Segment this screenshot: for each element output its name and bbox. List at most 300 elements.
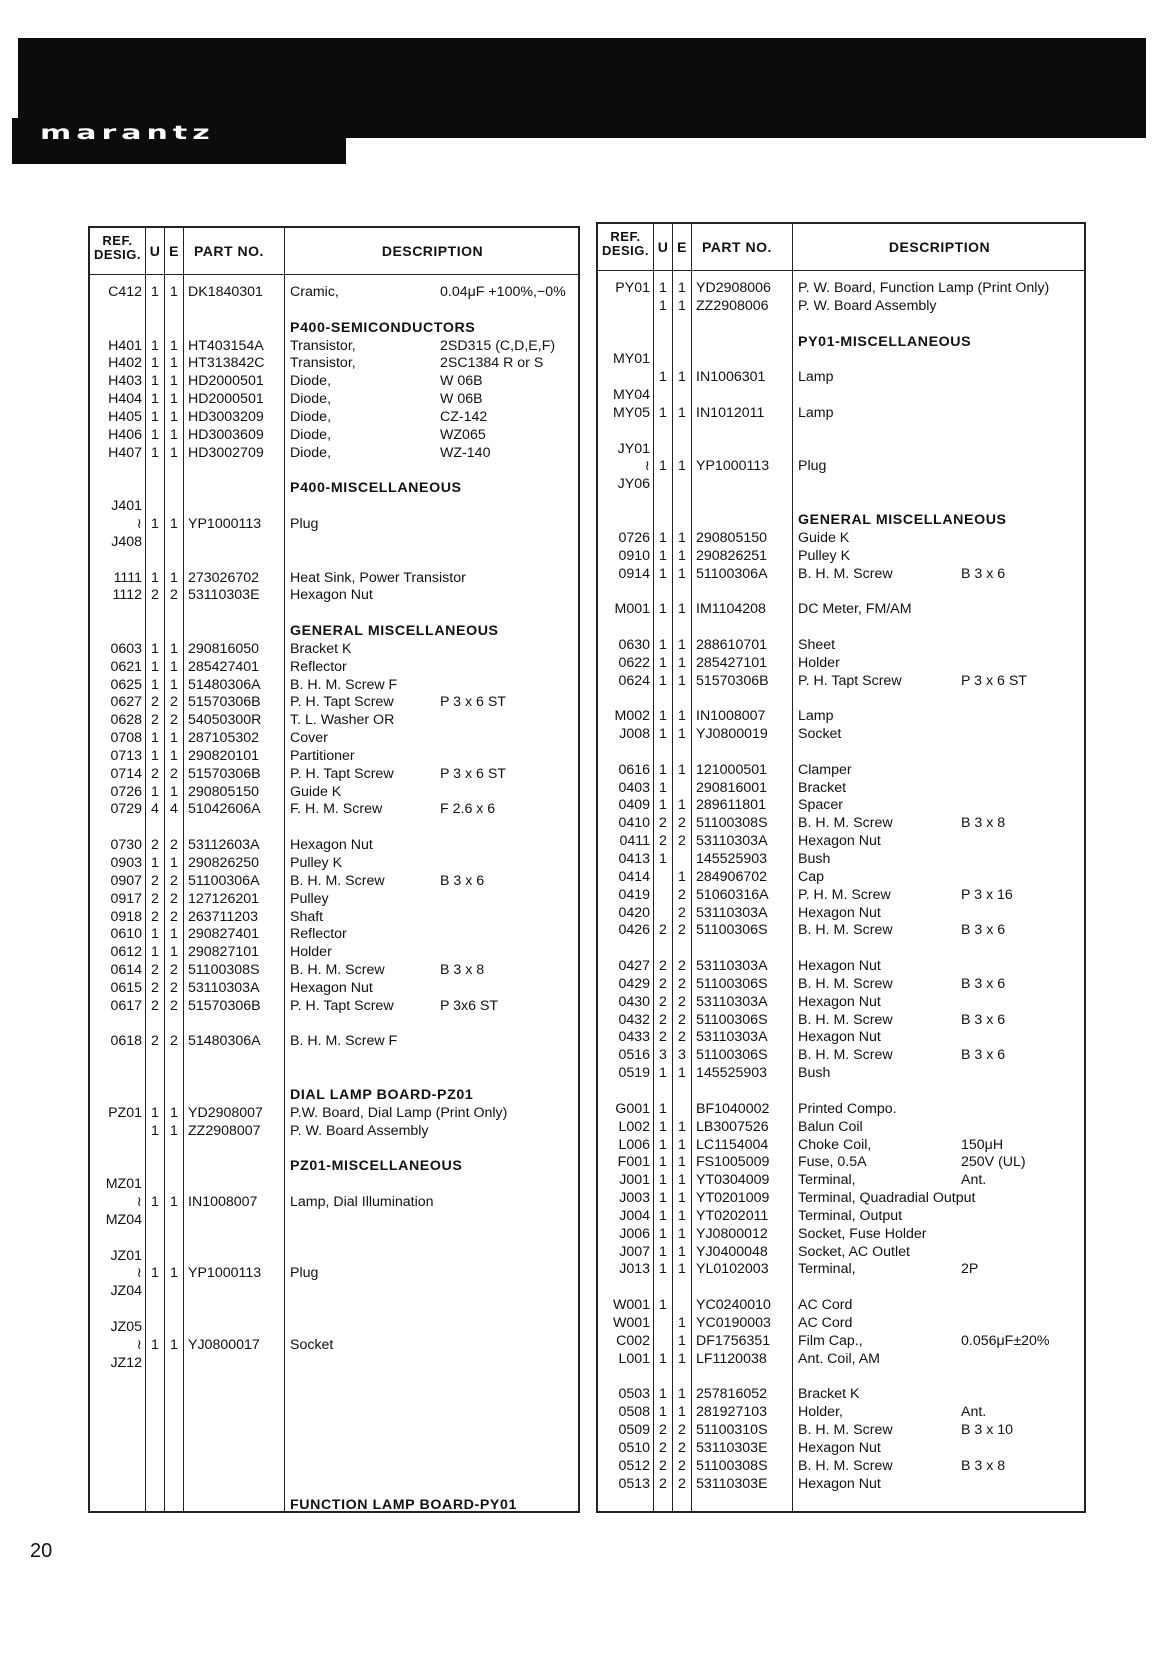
qty-e: 1 (678, 797, 686, 814)
table-row (90, 1105, 578, 1123)
part-no: IN1012011 (696, 404, 765, 421)
spec: B 3 x 6 (961, 975, 1006, 992)
qty-e: 1 (678, 1065, 686, 1082)
description: Hexagon Nut (290, 587, 373, 604)
spec: 2SC1384 R or S (440, 355, 544, 372)
part-no: 53110303A (188, 979, 260, 996)
ref-desig: 0622 (618, 654, 650, 671)
description: Guide K (798, 529, 850, 546)
description: DC Meter, FM/AM (798, 601, 912, 618)
spec: B 3 x 6 (961, 1047, 1006, 1064)
qty-e: 2 (170, 837, 178, 854)
part-no: 53110303A (696, 958, 768, 975)
qty-e: 1 (678, 1386, 686, 1403)
ref-desig: 0628 (110, 712, 142, 729)
part-no: IN1008007 (188, 1194, 258, 1211)
description: Holder, (798, 1404, 843, 1421)
qty-e: 1 (170, 944, 178, 961)
table-row (90, 1444, 578, 1462)
table-row (90, 1123, 578, 1141)
ref-desig: 0508 (618, 1404, 650, 1421)
ref-desig: 0519 (618, 1065, 650, 1082)
ref-desig: 0509 (618, 1422, 650, 1438)
part-no: 51100308S (696, 815, 768, 832)
part-no: 51480306A (188, 676, 261, 693)
qty-e: 1 (170, 1265, 178, 1282)
qty-e: 2 (170, 962, 178, 979)
qty-u: 2 (151, 979, 159, 996)
table-row (90, 587, 578, 605)
ref-desig: C002 (616, 1332, 650, 1349)
description: Cover (290, 730, 328, 747)
table-row (598, 1351, 1084, 1369)
qty-e: 1 (678, 636, 686, 653)
spec: Ant. (961, 1172, 987, 1189)
qty-e: 1 (170, 391, 178, 408)
part-no: LB3007526 (696, 1118, 769, 1135)
qty-u: 1 (659, 851, 667, 867)
table-row (598, 566, 1084, 584)
ref-desig: 0603 (110, 640, 142, 657)
table-row (90, 855, 578, 873)
description: Bush (798, 1065, 831, 1082)
table-row (90, 1390, 578, 1408)
ref-desig: 0420 (618, 904, 650, 921)
ref-desig: H402 (108, 355, 142, 372)
ref-desig: 0616 (618, 761, 650, 778)
header-part-no: PART NO. (194, 243, 264, 259)
table-row (598, 1083, 1084, 1101)
ref-desig: H406 (108, 426, 142, 443)
table-row (90, 926, 578, 944)
qty-u: 1 (151, 426, 159, 443)
ref-desig: J006 (619, 1225, 650, 1242)
qty-u: 2 (659, 1422, 667, 1438)
ref-desig: 0918 (110, 908, 142, 925)
header-ref-desig: REF. DESIG. (93, 233, 142, 262)
table-row (90, 641, 578, 659)
description: Lamp, Dial Illumination (290, 1194, 434, 1211)
part-no: HD2000501 (188, 391, 264, 408)
qty-e: 1 (170, 408, 178, 425)
table-row (598, 619, 1084, 637)
part-no: 53112603A (188, 837, 260, 854)
table-row (90, 1426, 578, 1444)
part-no: YC0240010 (696, 1297, 771, 1314)
qty-e: 2 (678, 886, 686, 903)
description: B. H. M. Screw (290, 962, 385, 979)
header-e: E (169, 243, 179, 259)
table-row (598, 351, 1084, 369)
section-heading (90, 480, 578, 498)
qty-u: 1 (659, 404, 667, 421)
qty-u: 2 (659, 993, 667, 1010)
qty-u: 2 (659, 922, 667, 939)
qty-e: 1 (170, 373, 178, 390)
table-row (90, 552, 578, 570)
table-row (90, 516, 578, 534)
qty-u: 2 (151, 712, 159, 729)
description: Hexagon Nut (798, 1439, 881, 1456)
part-no: ZZ2908007 (188, 1122, 261, 1139)
description: B. H. M. Screw (798, 922, 893, 939)
qty-u: 1 (659, 1297, 667, 1314)
table-row (598, 1012, 1084, 1030)
qty-e: 1 (678, 529, 686, 546)
qty-u: 1 (659, 779, 667, 796)
ref-desig: 0630 (618, 636, 650, 653)
table-row (598, 405, 1084, 423)
table-row (90, 462, 578, 480)
spec: P 3 x 6 ST (440, 765, 506, 782)
description: Socket, Fuse Holder (798, 1225, 927, 1242)
qty-u: 1 (659, 1243, 667, 1260)
qty-u: 2 (151, 837, 159, 854)
ref-desig: H403 (108, 373, 142, 390)
header-description: DESCRIPTION (381, 243, 484, 259)
table-row (598, 1154, 1084, 1172)
spec: P 3 x 16 (961, 886, 1013, 903)
description: Cramic, (290, 284, 339, 300)
ref-desig: JZ04 (110, 1283, 142, 1300)
qty-u: 1 (659, 1207, 667, 1224)
part-no: YP1000113 (188, 515, 262, 532)
ref-desig: ≀ (136, 1336, 142, 1353)
spec: P 3 x 6 ST (961, 672, 1027, 689)
spec: 150μH (961, 1136, 1004, 1153)
part-no: YT0304009 (696, 1172, 770, 1189)
table-row (90, 801, 578, 819)
part-no: FS1005009 (696, 1154, 770, 1171)
ref-desig: MY05 (612, 404, 650, 421)
header-e: E (677, 239, 687, 255)
ref-desig: M002 (614, 708, 650, 725)
description: Choke Coil, (798, 1136, 872, 1153)
qty-u: 1 (659, 369, 667, 386)
part-no: 285427101 (696, 654, 768, 671)
part-no: 257816052 (696, 1386, 768, 1403)
table-row (598, 726, 1084, 744)
part-no: 290826251 (696, 547, 768, 564)
part-no: 51060316A (696, 886, 769, 903)
ref-desig: 0914 (618, 565, 650, 582)
ref-desig: ≀ (136, 515, 142, 532)
table-row (90, 338, 578, 356)
table-row (598, 869, 1084, 887)
table-row (90, 694, 578, 712)
qty-e: 1 (678, 1332, 686, 1349)
table-row (90, 748, 578, 766)
qty-u: 1 (659, 280, 667, 296)
description: B. H. M. Screw (798, 1011, 893, 1028)
qty-e: 1 (678, 601, 686, 618)
ref-desig: J004 (619, 1207, 650, 1224)
spec: B 3 x 10 (961, 1422, 1014, 1438)
table-row (90, 1230, 578, 1248)
table-row (90, 891, 578, 909)
part-no: 121000501 (696, 761, 768, 778)
qty-u: 2 (659, 1011, 667, 1028)
qty-u: 2 (659, 1439, 667, 1456)
description: Lamp (798, 708, 834, 725)
table-row (90, 712, 578, 730)
qty-u: 1 (151, 783, 159, 800)
table-row (90, 1462, 578, 1480)
description: Reflector (290, 926, 347, 943)
description: Socket (798, 726, 842, 743)
section-title: PZ01-MISCELLANEOUS (290, 1158, 463, 1175)
ref-desig: G001 (615, 1100, 650, 1117)
qty-e: 1 (678, 1154, 686, 1171)
part-no: 51100306S (696, 1047, 768, 1064)
description: B. H. M. Screw F (290, 676, 398, 693)
description: P.W. Board, Dial Lamp (Print Only) (290, 1104, 508, 1121)
ref-desig: PZ01 (108, 1104, 142, 1121)
qty-e: 1 (170, 658, 178, 675)
part-no: 51570306B (188, 997, 261, 1014)
qty-u: 2 (659, 1029, 667, 1046)
ref-desig: 0409 (618, 797, 650, 814)
qty-u: 1 (659, 565, 667, 582)
part-no: 145525903 (696, 851, 768, 867)
ref-desig: 0414 (618, 868, 650, 885)
ref-desig: 1112 (112, 587, 142, 604)
ref-desig: J401 (111, 498, 142, 515)
ref-desig: MY04 (612, 387, 650, 404)
qty-u: 2 (151, 694, 159, 711)
ref-desig: 0432 (618, 1011, 650, 1028)
ref-desig: MZ01 (105, 1176, 142, 1193)
part-no: 281927103 (696, 1404, 768, 1421)
part-no: 51100306S (696, 1011, 768, 1028)
qty-e: 1 (170, 640, 178, 657)
table-row (598, 1029, 1084, 1047)
part-no: YJ0800019 (696, 726, 768, 743)
qty-e: 1 (678, 1404, 686, 1421)
ref-desig: 0610 (110, 926, 142, 943)
ref-desig: 0917 (110, 890, 142, 907)
ref-desig: 0512 (618, 1457, 650, 1474)
table-row (90, 1301, 578, 1319)
qty-e: 1 (678, 404, 686, 421)
table-row (598, 708, 1084, 726)
description: Reflector (290, 658, 347, 675)
qty-e: 2 (170, 997, 178, 1014)
qty-u: 2 (659, 833, 667, 850)
spec: 250V (UL) (961, 1154, 1026, 1171)
table-row (90, 962, 578, 980)
part-no: 53110303E (696, 1439, 768, 1456)
description: Bracket K (290, 640, 352, 657)
spec: W 06B (440, 373, 483, 390)
spec: B 3 x 8 (440, 962, 485, 979)
qty-e: 1 (678, 1314, 686, 1331)
ref-desig: W001 (612, 1297, 650, 1314)
part-no: YJ0800012 (696, 1225, 768, 1242)
table-row (90, 766, 578, 784)
qty-e: 2 (170, 979, 178, 996)
ref-desig: J008 (619, 726, 650, 743)
qty-u: 1 (659, 1386, 667, 1403)
table-row (90, 677, 578, 695)
qty-u: 1 (151, 515, 159, 532)
table-row (598, 387, 1084, 405)
part-no: 290827401 (188, 926, 260, 943)
qty-e: 4 (170, 801, 178, 818)
description: P. H. Tapt Screw (290, 765, 394, 782)
qty-e: 2 (170, 765, 178, 782)
table-row (598, 583, 1084, 601)
qty-e: 1 (678, 547, 686, 564)
table-row (90, 1319, 578, 1337)
description: Pulley (290, 890, 329, 907)
ref-desig: 0726 (618, 529, 650, 546)
qty-e: 1 (678, 761, 686, 778)
table-row (90, 873, 578, 891)
ref-desig: 0403 (618, 779, 650, 796)
table-row (90, 570, 578, 588)
part-no: 51100306S (696, 975, 768, 992)
description: Transistor, (290, 337, 356, 354)
table-row (598, 1297, 1084, 1315)
table-row (90, 373, 578, 391)
part-no: 51100306S (696, 922, 768, 939)
description: B. H. M. Screw F (290, 1033, 398, 1050)
table-row (598, 369, 1084, 387)
qty-u: 1 (659, 601, 667, 618)
qty-u: 1 (659, 458, 667, 475)
part-no: 145525903 (696, 1065, 768, 1082)
table-row (598, 316, 1084, 334)
ref-desig: H404 (108, 391, 142, 408)
qty-e: 1 (678, 1225, 686, 1242)
qty-e: 1 (678, 654, 686, 671)
qty-e: 2 (170, 908, 178, 925)
qty-u: 2 (151, 997, 159, 1014)
table-row (90, 498, 578, 516)
header-u: U (149, 243, 161, 259)
qty-e: 1 (678, 1207, 686, 1224)
ref-desig: 0615 (110, 979, 142, 996)
description: Bracket (798, 779, 847, 796)
ref-desig: J007 (619, 1243, 650, 1260)
qty-e: 1 (678, 458, 686, 475)
table-row (90, 819, 578, 837)
part-no: 290816001 (696, 779, 768, 796)
ref-desig: JZ12 (110, 1354, 142, 1371)
part-no: YD2908007 (188, 1104, 263, 1121)
ref-desig: 0713 (110, 747, 142, 764)
qty-u: 1 (659, 1350, 667, 1367)
part-no: 51480306A (188, 1033, 261, 1050)
spec: B 3 x 6 (440, 872, 485, 889)
qty-e: 3 (678, 1047, 686, 1064)
qty-u: 1 (659, 529, 667, 546)
qty-u: 1 (151, 730, 159, 747)
table-row (90, 409, 578, 427)
ref-desig: 0714 (110, 765, 142, 782)
qty-e: 1 (678, 1243, 686, 1260)
description: B. H. M. Screw (798, 1047, 893, 1064)
ref-desig: 0726 (110, 783, 142, 800)
qty-u: 1 (151, 373, 159, 390)
part-no: 273026702 (188, 569, 260, 586)
table-row (598, 905, 1084, 923)
ref-desig: J001 (619, 1172, 650, 1189)
part-no: 53110303A (696, 993, 768, 1010)
part-no: 51570306B (696, 672, 769, 689)
part-no: 51100306A (696, 565, 768, 582)
table-row (598, 655, 1084, 673)
ref-desig: PY01 (615, 280, 650, 296)
qty-e: 1 (170, 676, 178, 693)
part-no: 285427401 (188, 658, 260, 675)
qty-e: 2 (678, 993, 686, 1010)
ref-desig: 0513 (618, 1475, 650, 1492)
description: Sheet (798, 636, 836, 653)
description: T. L. Washer OR (290, 712, 395, 729)
ref-desig: J003 (619, 1190, 650, 1207)
qty-u: 1 (659, 1172, 667, 1189)
part-no: HD3003209 (188, 408, 264, 425)
ref-desig: 0903 (110, 855, 142, 871)
part-no: YT0202011 (696, 1207, 769, 1224)
header-description: DESCRIPTION (888, 239, 991, 255)
ref-desig: ≀ (136, 1265, 142, 1282)
qty-e: 1 (170, 783, 178, 800)
description: Hexagon Nut (798, 904, 881, 921)
qty-e: 1 (170, 426, 178, 443)
description: Pulley K (798, 547, 851, 564)
description: Fuse, 0.5A (798, 1154, 867, 1171)
description: Terminal, (798, 1261, 856, 1278)
spec: B 3 x 6 (961, 1011, 1006, 1028)
qty-e: 1 (678, 369, 686, 386)
part-no: 290816050 (188, 640, 260, 657)
ref-desig: C412 (108, 284, 142, 300)
description: Diode, (290, 391, 332, 408)
part-no: HT403154A (188, 337, 264, 354)
qty-e: 2 (678, 1029, 686, 1046)
qty-e: 2 (678, 1011, 686, 1028)
table-row (598, 922, 1084, 940)
qty-e: 1 (170, 355, 178, 372)
qty-u: 1 (151, 658, 159, 675)
section-title: FUNCTION LAMP BOARD-PY01 (290, 1497, 517, 1514)
table-row (598, 1315, 1084, 1333)
qty-u: 1 (659, 654, 667, 671)
qty-e: 2 (678, 815, 686, 832)
part-no: 51100310S (696, 1422, 768, 1438)
ref-desig: 0618 (110, 1033, 142, 1050)
description: B. H. M. Screw (798, 975, 893, 992)
description: Printed Compo. (798, 1100, 897, 1117)
description: Partitioner (290, 747, 355, 764)
section-title: P400-SEMICONDUCTORS (290, 319, 476, 336)
table-row (598, 673, 1084, 691)
table-row (90, 1480, 578, 1498)
table-row (90, 980, 578, 998)
spec: CZ-142 (440, 408, 488, 425)
table-row (598, 601, 1084, 619)
ref-desig: 0503 (618, 1386, 650, 1403)
qty-u: 1 (151, 284, 159, 300)
ref-desig: 0907 (110, 872, 142, 889)
table-row (598, 940, 1084, 958)
part-no: 287105302 (188, 730, 260, 747)
section-heading (90, 1497, 578, 1515)
qty-u: 2 (659, 1475, 667, 1492)
